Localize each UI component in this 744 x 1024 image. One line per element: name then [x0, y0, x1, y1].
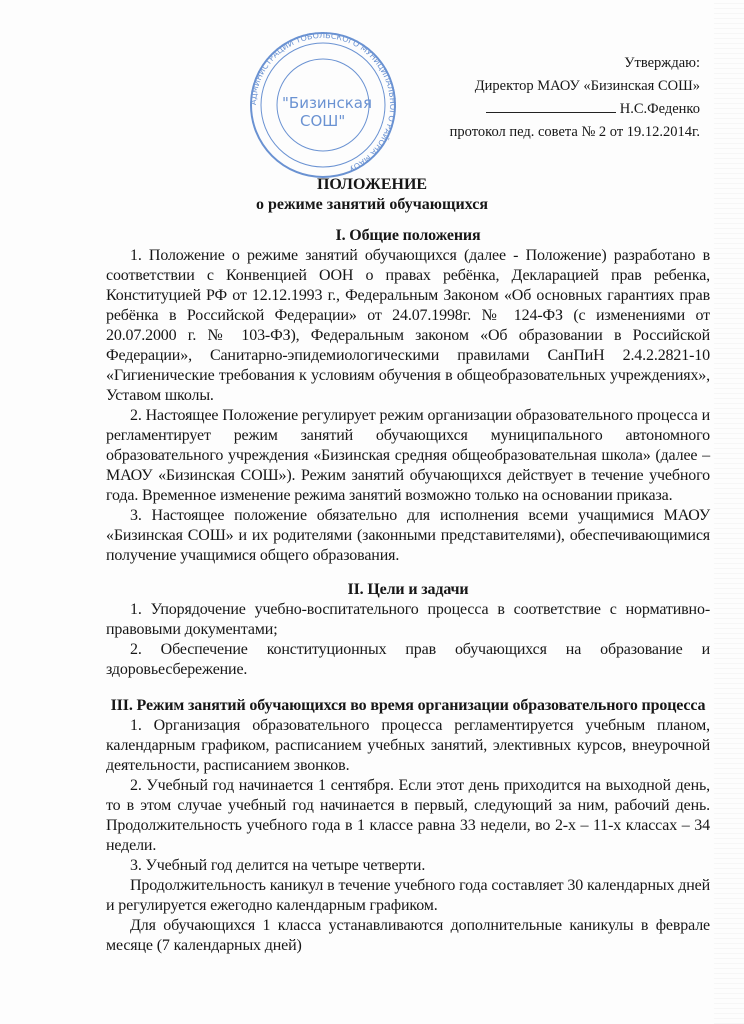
paragraph: 2. Настоящее Положение регулирует режим организации образовательного процесса и регламентирует режим занятий обучающихся муниципального автономного образовательного учреждения «Бизинская средняя общеобразовательная школа» (далее – МАОУ «Бизинская СОШ»). Режим занятий обучающихся действует в течение учебного года. Временное изменение режима занятий возможно только на основании приказа.: [106, 407, 710, 504]
scan-noise: [714, 0, 744, 1024]
school-stamp: [248, 30, 398, 180]
paragraph: 2. Учебный год начинается 1 сентября. Если этот день приходится на выходной день, то в этом случае учебный год начинается в первый, следующий за ним, рабочий день. Продолжительность учебного года в 1 классе равна 33 недели, во 2-х – 11-х классах – 34 недели.: [106, 777, 710, 854]
paragraph: 3. Учебный год делится на четыре четверти.: [130, 857, 426, 874]
paragraph: Для обучающихся 1 класса устанавливаются дополнительные каникулы в феврале месяце (7 календарных дней): [106, 917, 710, 954]
paragraph: Продолжительность каникул в течение учебного года составляет 30 календарных дней и регулируется ежегодно календарным графиком.: [106, 877, 710, 914]
svg-text:АДМИНИСТРАЦИИ ТОБОЛЬСКОГО МУНИ: АДМИНИСТРАЦИИ ТОБОЛЬСКОГО МУНИЦИПАЛЬНОГО РАЙОНА МАОУ: [248, 30, 398, 174]
approval-line-4: протокол пед. совета № 2 от 19.12.2014г.: [449, 124, 700, 140]
paragraph: 1. Положение о режиме занятий обучающихся (далее - Положение) разработано в соответствии с Конвенцией ООН о правах ребёнка, Декларацией прав ребенка, Конституцией РФ от 12.12.1993 г., Федеральным Законом «Об основных гарантиях прав ребёнка в Российской Федерации» от 24.07.1998г. № 124-ФЗ (с изменениями от 20.07.2000 г. № 103-ФЗ), Федеральным законом «Об образовании в Российской Федерации», Санитарно-эпидемиологическими правилами СанПиН 2.4.2.2821-10 «Гигиенические требования к условиям обучения в общеобразовательных учреждениях», Уставом школы.: [106, 247, 710, 404]
paragraph: 3. Настоящее положение обязательно для исполнения всеми учащимися МАОУ «Бизинская СОШ» и их родителями (законными представителями), обеспечивающимися получение учащимися общего образования.: [106, 507, 710, 564]
svg-text:СОШ": СОШ": [300, 112, 346, 130]
document-body: [106, 226, 710, 956]
section-heading: I. Общие положения: [335, 227, 481, 244]
section-heading: II. Цели и задачи: [347, 581, 469, 598]
approval-block: [450, 52, 700, 144]
paragraph: 1. Упорядочение учебно-воспитательного процесса в соответствие с нормативно-правовыми документами;: [106, 601, 710, 638]
approval-line-1: Утверждаю:: [624, 55, 700, 71]
paragraph: 1. Организация образовательного процесса регламентируется учебным планом, календарным графиком, расписанием учебных занятий, элективных курсов, внеурочной деятельности, расписанием звонков.: [106, 717, 710, 774]
approval-signature: [450, 98, 700, 121]
document-title: ПОЛОЖЕНИЕ: [316, 176, 428, 193]
svg-text:"Бизинская: "Бизинская: [282, 94, 372, 112]
document-subtitle: о режиме занятий обучающихся: [255, 196, 489, 213]
approval-line-3: Н.С.Феденко: [619, 101, 700, 117]
approval-line-2: Директор МАОУ «Бизинская СОШ»: [474, 78, 700, 94]
paragraph: 2. Обеспечение конституционных прав обучающихся на образование и здоровьесбережение.: [106, 641, 710, 678]
section-heading: III. Режим занятий обучающихся во время организации образовательного процесса: [110, 697, 706, 714]
